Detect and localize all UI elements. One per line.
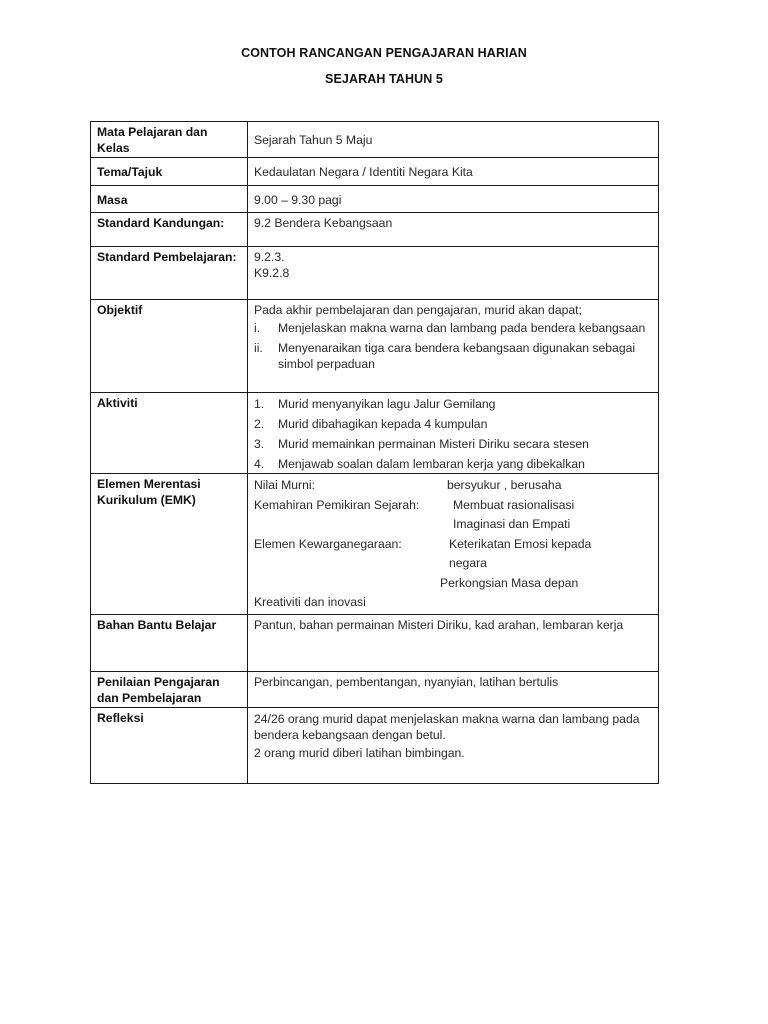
list-marker: 1. — [254, 397, 265, 411]
objektif-intro: Pada akhir pembelajaran dan pengajaran, murid akan dapat; — [254, 303, 582, 317]
aktiviti-list — [254, 396, 651, 472]
row-objektif — [91, 300, 659, 393]
emk-kewarganegaraan-cont-2 — [254, 574, 651, 594]
value-aktiviti — [248, 393, 659, 474]
list-text: Murid menyanyikan lagu Jalur Gemilang — [278, 397, 496, 411]
label-standard-pembelajaran: Standard Pembelajaran: — [91, 247, 248, 300]
label-emk: Elemen Merentasi Kurikulum (EMK) — [91, 474, 248, 615]
value-masa: 9.00 – 9.30 pagi — [248, 186, 659, 213]
emk-kewarganegaraan-label: Elemen Kewarganegaraan: — [254, 536, 402, 551]
value-mata-pelajaran: Sejarah Tahun 5 Maju — [248, 122, 659, 158]
value-standard-pembelajaran — [248, 247, 659, 300]
emk-kemahiran-value-1: Membuat rasionalisasi — [453, 497, 575, 512]
row-mata-pelajaran — [91, 122, 659, 158]
list-text: Menjawab soalan dalam lembaran kerja yang dibekalkan — [278, 457, 585, 471]
refleksi-line-1: 24/26 orang murid dapat menjelaskan makna warna dan lambang pada bendera kebangsaan dengan betul. — [254, 711, 640, 742]
label-standard-kandungan: Standard Kandungan: — [91, 213, 248, 247]
row-bahan — [91, 614, 659, 671]
emk-kreativiti-label: Kreativiti dan inovasi — [254, 595, 366, 609]
list-item — [254, 416, 651, 432]
value-bahan: Pantun, bahan permainan Misteri Diriku, kad arahan, lembaran kerja — [248, 614, 659, 671]
emk-nilai-label: Nilai Murni: — [254, 478, 315, 492]
label-mata-pelajaran: Mata Pelajaran dan Kelas — [91, 122, 248, 158]
list-item — [254, 320, 651, 336]
list-text: Menjelaskan makna warna dan lambang pada bendera kebangsaan — [278, 321, 646, 335]
label-penilaian: Penilaian Pengajaran dan Pembelajaran — [91, 671, 248, 707]
value-objektif — [248, 300, 659, 393]
emk-kewarganegaraan-cont — [254, 554, 651, 574]
standard-pembelajaran-code-1: 9.2.3. — [254, 250, 285, 264]
objektif-list — [254, 320, 651, 372]
list-text: Menyenaraikan tiga cara bendera kebangsaan digunakan sebagai simbol perpaduan — [278, 341, 636, 371]
emk-kewarganegaraan-value-1: Keterikatan Emosi kepada — [449, 536, 592, 551]
row-standard-pembelajaran — [91, 247, 659, 300]
value-penilaian: Perbincangan, pembentangan, nyanyian, latihan bertulis — [248, 671, 659, 707]
row-masa — [91, 186, 659, 213]
list-item — [254, 436, 651, 452]
list-marker: i. — [254, 321, 261, 335]
value-refleksi — [248, 707, 659, 783]
list-marker: ii. — [254, 341, 263, 355]
row-tema — [91, 158, 659, 186]
value-standard-kandungan: 9.2 Bendera Kebangsaan — [248, 213, 659, 247]
row-aktiviti — [91, 393, 659, 474]
row-refleksi — [91, 707, 659, 783]
label-bahan: Bahan Bantu Belajar — [91, 614, 248, 671]
list-item — [254, 396, 651, 412]
label-refleksi: Refleksi — [91, 707, 248, 783]
list-item — [254, 340, 651, 372]
list-text: Murid dibahagikan kepada 4 kumpulan — [278, 417, 488, 431]
row-penilaian — [91, 671, 659, 707]
emk-kewarganegaraan-value-3: Perkongsian Masa depan — [440, 575, 579, 590]
list-marker: 2. — [254, 417, 265, 431]
list-marker: 3. — [254, 437, 265, 451]
emk-nilai — [254, 476, 651, 496]
emk-kemahiran-value-2: Imaginasi dan Empati — [453, 517, 571, 531]
emk-kemahiran-label: Kemahiran Pemikiran Sejarah: — [254, 497, 420, 512]
list-marker: 4. — [254, 457, 265, 471]
label-aktiviti: Aktiviti — [91, 393, 248, 474]
lesson-plan-table — [90, 121, 659, 784]
document-title: CONTOH RANCANGAN PENGAJARAN HARIAN — [241, 46, 527, 60]
label-masa: Masa — [91, 186, 248, 213]
standard-pembelajaran-code-2: K9.2.8 — [254, 266, 290, 280]
row-emk — [91, 474, 659, 615]
list-text: Murid memainkan permainan Misteri Diriku secara stesen — [278, 437, 589, 451]
emk-kemahiran — [254, 496, 651, 516]
value-tema: Kedaulatan Negara / Identiti Negara Kita — [248, 158, 659, 186]
emk-nilai-value: bersyukur , berusaha — [447, 478, 562, 492]
emk-kewarganegaraan-value-2: negara — [449, 556, 487, 570]
value-emk — [248, 474, 659, 615]
document-subtitle: SEJARAH TAHUN 5 — [325, 72, 443, 86]
emk-kemahiran-cont — [254, 515, 651, 535]
row-standard-kandungan — [91, 213, 659, 247]
emk-kewarganegaraan — [254, 535, 651, 555]
refleksi-line-2: 2 orang murid diberi latihan bimbingan. — [254, 745, 465, 760]
label-tema: Tema/Tajuk — [91, 158, 248, 186]
list-item — [254, 456, 651, 472]
emk-kreativiti — [254, 593, 651, 613]
label-objektif: Objektif — [91, 300, 248, 393]
